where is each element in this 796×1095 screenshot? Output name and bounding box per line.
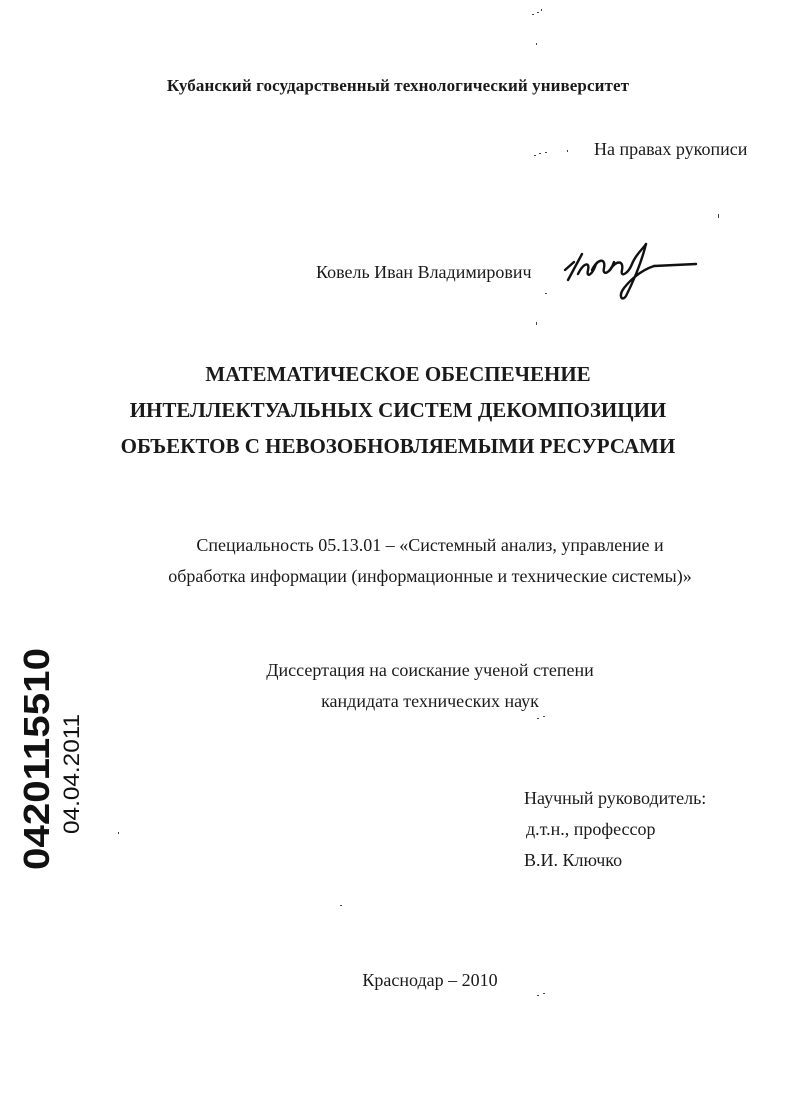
city-year: Краснодар – 2010 — [362, 970, 498, 990]
dissertation-title — [0, 356, 796, 464]
advisor-name: В.И. Ключко — [524, 850, 623, 870]
degree-block — [0, 655, 796, 717]
university-name: Кубанский государственный технологический университет — [166, 76, 630, 95]
advisor-label: Научный руководитель: — [524, 788, 707, 808]
advisor-block — [524, 783, 706, 876]
specialty-line-2: обработка информации (информационные и технические системы)» — [168, 566, 692, 586]
author-signature — [562, 240, 702, 302]
title-line-2: ИНТЕЛЛЕКТУАЛЬНЫХ СИСТЕМ ДЕКОМПОЗИЦИИ — [129, 398, 667, 422]
author-name: Ковель Иван Владимирович — [316, 262, 532, 282]
specialty-line-1: Специальность 05.13.01 – «Системный анализ, управление и — [196, 535, 664, 555]
stamp-code: 0420115510 — [16, 671, 57, 870]
manuscript-rights-note: На правах рукописи — [594, 139, 748, 159]
degree-line-1: Диссертация на соискание ученой степени — [266, 660, 594, 680]
specialty-block — [0, 530, 796, 592]
title-line-3: ОБЪЕКТОВ С НЕВОЗОБНОВЛЯЕМЫМИ РЕСУРСАМИ — [120, 434, 676, 458]
stamp-date: 04.04.2011 — [59, 725, 84, 834]
degree-line-2: кандидата технических наук — [321, 691, 539, 711]
advisor-degree: д.т.н., профессор — [526, 819, 656, 839]
library-stamp — [5, 648, 85, 888]
title-line-1: МАТЕМАТИЧЕСКОЕ ОБЕСПЕЧЕНИЕ — [205, 362, 591, 386]
